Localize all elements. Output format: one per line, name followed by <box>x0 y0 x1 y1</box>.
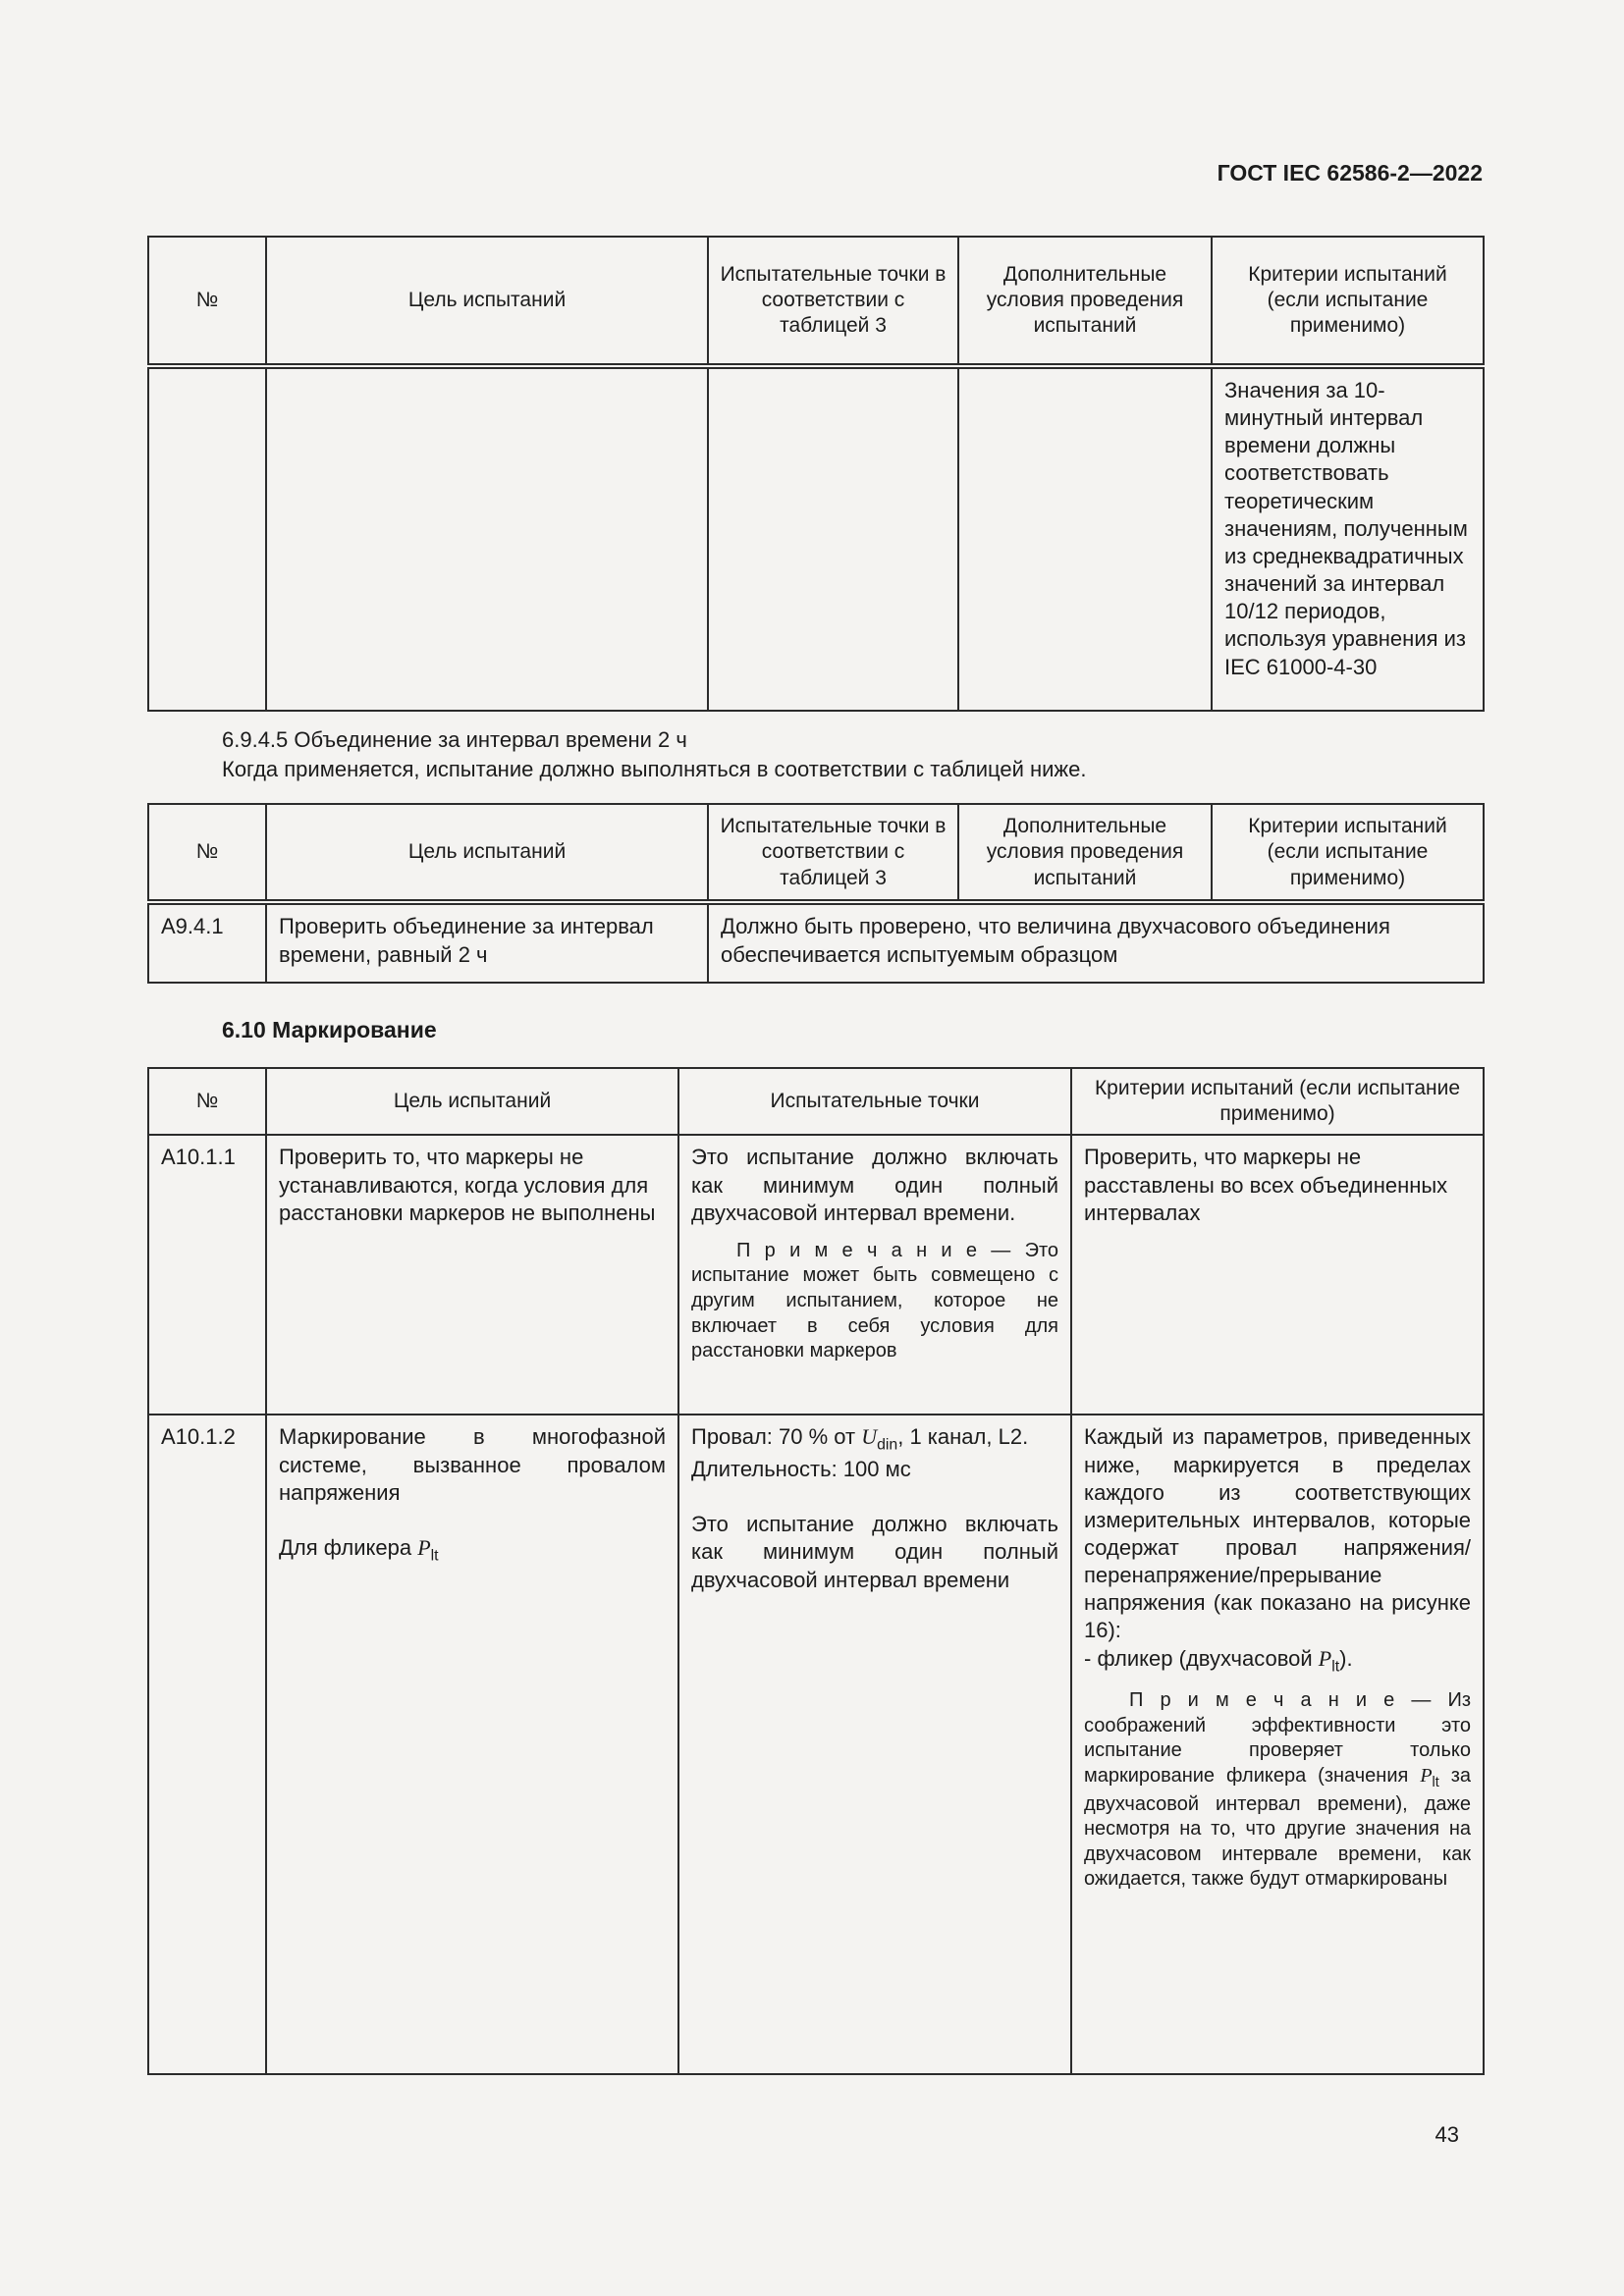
p-symbol: P <box>417 1534 431 1560</box>
document-header: ГОСТ IEC 62586-2—2022 <box>1217 160 1483 186</box>
u-symbol: U <box>861 1424 878 1450</box>
test-table-continuation <box>147 236 1485 712</box>
cell-criteria <box>1071 1415 1484 2074</box>
cell-conditions <box>958 366 1212 711</box>
col-header-points: Испытательные точки <box>678 1068 1071 1135</box>
cell-num <box>148 366 266 711</box>
cell-criteria: Значения за 10-минутный интервал времени должны соответствовать теоретическим значениям, полученным из среднеквадратичных значений за интервал 10/12 периодов, используя уравнения из IEC 61000-4-30 <box>1212 366 1484 711</box>
table-header-row <box>148 237 1484 366</box>
table-row <box>148 366 1484 711</box>
cell-merged-result: Должно быть проверено, что величина двухчасового объединения обеспечивается испытуемым образцом <box>708 902 1484 983</box>
section-title-6-10: 6.10 Маркирование <box>222 1017 437 1043</box>
marking-table <box>147 1067 1485 2075</box>
cell-goal <box>266 366 708 711</box>
points-dip-line: Провал: 70 % от $U_{din}$, 1 канал, L2. <box>691 1424 1029 1454</box>
col-header-goal: Цель испытаний <box>266 237 708 366</box>
cell-goal <box>266 1415 678 2074</box>
p-symbol: P <box>1420 1765 1433 1788</box>
col-header-points: Испытательные точки в соответствии с таблицей 3 <box>708 237 958 366</box>
criteria-flicker-item: - фликер (двухчасовой $P_{lt}$). <box>1084 1645 1353 1676</box>
cell-num: А10.1.1 <box>148 1135 266 1415</box>
col-header-conditions: Дополнительные условия проведения испытаний <box>958 237 1212 366</box>
section-paragraph-6-9-4-5: Когда применяется, испытание должно выполняться в соответствии с таблицей ниже. <box>222 756 1087 781</box>
col-header-criteria: Критерии испытаний (если испытание применимо) <box>1212 237 1484 366</box>
table-row <box>148 902 1484 983</box>
col-header-criteria: Критерии испытаний (если испытание применимо) <box>1212 804 1484 902</box>
cell-points <box>708 366 958 711</box>
cell-goal: Проверить объединение за интервал времени, равный 2 ч <box>266 902 708 983</box>
col-header-points: Испытательные точки в соответствии с таблицей 3 <box>708 804 958 902</box>
section-title-6-9-4-5: 6.9.4.5 Объединение за интервал времени 2 ч <box>222 727 687 752</box>
p-subscript: lt <box>1432 1775 1439 1791</box>
p-subscript: lt <box>1331 1658 1340 1676</box>
goal-paragraph: Маркирование в многофазной системе, вызванное провалом напряжения <box>279 1424 666 1505</box>
goal-flicker-line: Для фликера $P_{lt}$ <box>279 1534 439 1565</box>
criteria-paragraph: Каждый из параметров, приведенных ниже, маркируется в пределах каждого из соответствующих измерительных интервалов, которые содержат провал напряжения/перенапряжение/прерывание напряжения (как показано на рисунке 16): <box>1084 1424 1471 1643</box>
col-header-num: № <box>148 804 266 902</box>
p-symbol: P <box>1318 1645 1332 1671</box>
col-header-num: № <box>148 237 266 366</box>
points-note: П р и м е ч а н и е — Это испытание может быть совмещено с другим испытанием, которое не включает в себя условия для расстановки маркеров <box>691 1239 1058 1362</box>
cell-points <box>678 1415 1071 2074</box>
aggregation-2h-table <box>147 803 1485 984</box>
points-duration-line: Длительность: 100 мс <box>691 1457 911 1482</box>
cell-num: А10.1.2 <box>148 1415 266 2074</box>
cell-criteria: Проверить, что маркеры не расставлены во всех объединенных интервалах <box>1071 1135 1484 1415</box>
table-header-row <box>148 1068 1484 1135</box>
u-subscript: din <box>877 1436 898 1454</box>
points-paragraph: Это испытание должно включать как минимум один полный двухчасовой интервал времени. <box>691 1145 1058 1225</box>
cell-points <box>678 1135 1071 1415</box>
col-header-goal: Цель испытаний <box>266 1068 678 1135</box>
table-row-a10-1-1 <box>148 1135 1484 1415</box>
table-header-row <box>148 804 1484 902</box>
table-row-a10-1-2 <box>148 1415 1484 2074</box>
cell-goal: Проверить то, что маркеры не устанавливаются, когда условия для расстановки маркеров не выполнены <box>266 1135 678 1415</box>
p-subscript: lt <box>430 1547 439 1565</box>
page-number: 43 <box>1435 2122 1459 2148</box>
cell-num: А9.4.1 <box>148 902 266 983</box>
points-paragraph: Это испытание должно включать как минимум один полный двухчасовой интервал времени <box>691 1512 1058 1592</box>
col-header-num: № <box>148 1068 266 1135</box>
criteria-note: П р и м е ч а н и е — Из соображений эффективности это испытание проверяет только маркирование фликера (значения $P_{lt}$ за двухчасовой интервал времени), даже несмотря на то, что другие значения на двухчасовом интервале времени, как ожидается, также будут отмаркированы <box>1084 1689 1472 1891</box>
col-header-criteria: Критерии испытаний (если испытание применимо) <box>1071 1068 1484 1135</box>
col-header-conditions: Дополнительные условия проведения испытаний <box>958 804 1212 902</box>
col-header-goal: Цель испытаний <box>266 804 708 902</box>
